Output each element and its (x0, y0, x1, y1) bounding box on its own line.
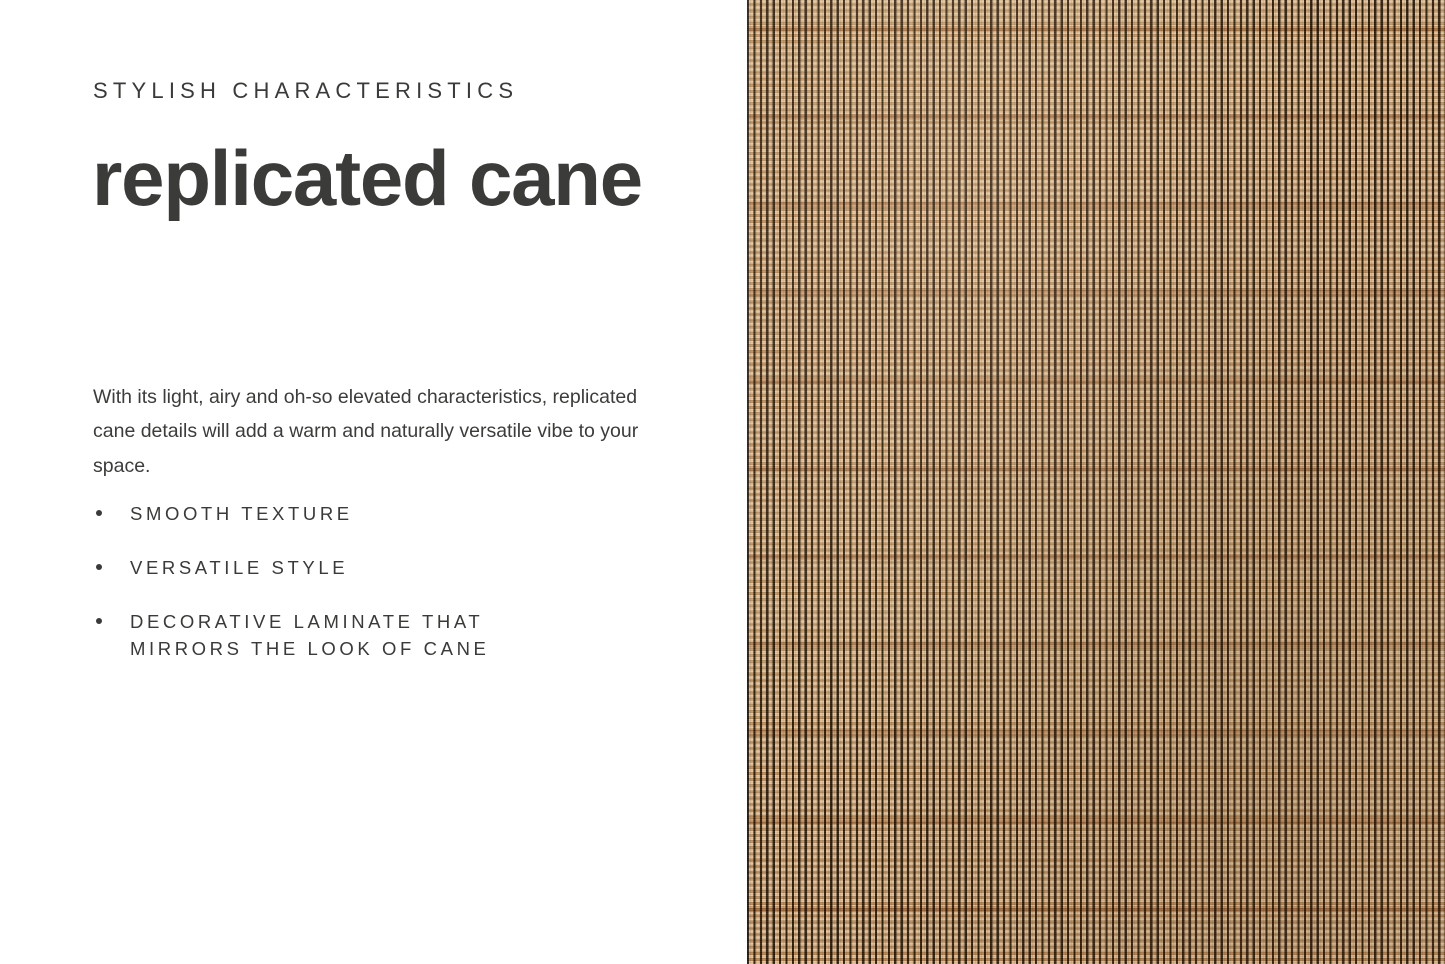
feature-list (93, 500, 673, 663)
body-paragraph: With its light, airy and oh-so elevated characteristics, replicated cane details will add a warm and naturally versatile vibe to your space. (93, 385, 639, 477)
bullet-icon (96, 564, 102, 570)
list-item (93, 554, 673, 582)
bullet-icon (96, 618, 102, 624)
list-item (93, 500, 673, 528)
eyebrow-label: STYLISH CHARACTERISTICS (93, 78, 519, 103)
list-item (93, 608, 673, 664)
list-item-label: DECORATIVE LAMINATE THAT (130, 610, 484, 632)
bullet-icon (96, 510, 102, 516)
weave-shading-overlay (747, 0, 1445, 964)
cane-texture-image (747, 0, 1445, 964)
list-item-label: VERSATILE STYLE (130, 556, 349, 578)
list-item-label-line2: MIRRORS THE LOOK OF CANE (130, 638, 490, 660)
page-title: replicated cane (92, 134, 642, 222)
list-item-label: SMOOTH TEXTURE (130, 503, 353, 524)
